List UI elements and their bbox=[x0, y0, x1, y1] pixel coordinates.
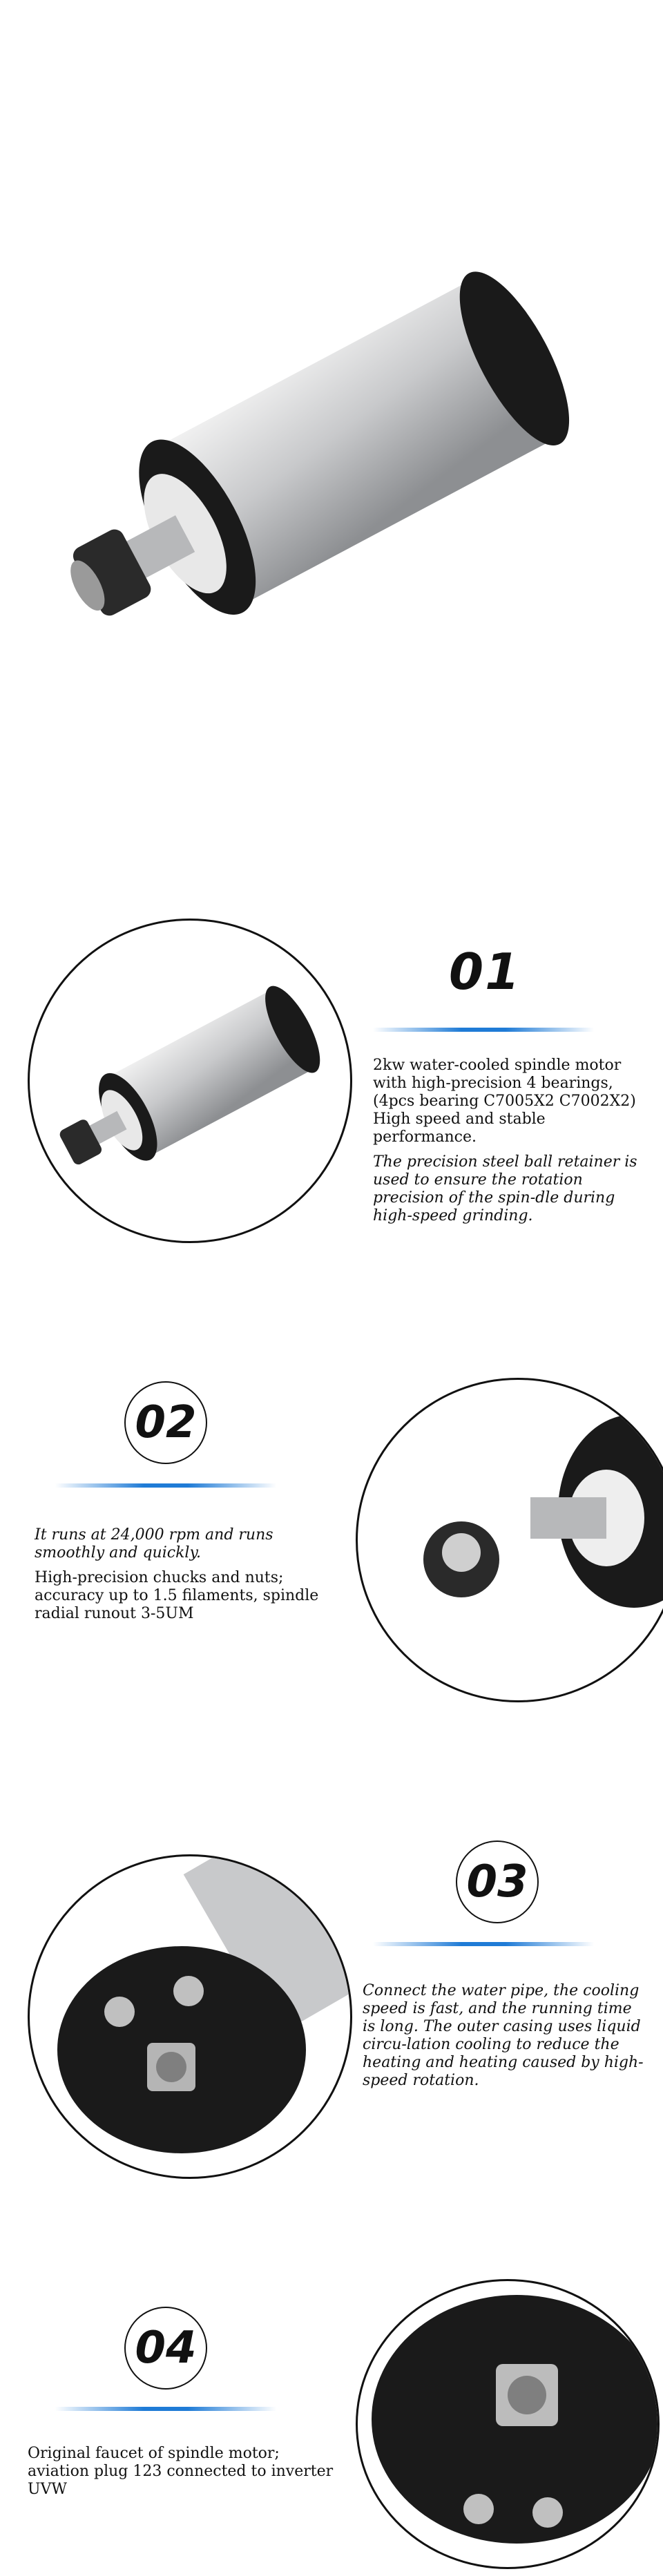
section-01-photo bbox=[28, 919, 352, 1243]
section-04-accent-bar bbox=[55, 2407, 276, 2411]
hero-spindle-image bbox=[28, 262, 635, 649]
section-03-photo bbox=[28, 1854, 352, 2179]
section-01-number: 01 bbox=[449, 943, 521, 1001]
section-04-number-badge bbox=[124, 2307, 207, 2390]
section-04-paragraph-1: Original faucet of spindle motor; aviation plug 123 connected to inverter UVW bbox=[28, 2445, 334, 2498]
spindle-rear-connectors-view bbox=[30, 1856, 352, 2179]
chuck-and-nut-view bbox=[358, 1380, 663, 1702]
section-03-number-badge bbox=[456, 1840, 539, 1923]
section-03-accent-bar bbox=[373, 1942, 594, 1946]
section-03-paragraph-1: Connect the water pipe, the cooling speed is fast, and the running time is long. The outer casing uses liquid circu-lation cooling to reduce the heating and heating caused by high-speed rotation. bbox=[363, 1982, 644, 2089]
section-01-text bbox=[373, 1057, 646, 1232]
section-03-text bbox=[363, 1982, 646, 2097]
section-01-accent-bar bbox=[373, 1028, 594, 1032]
section-04-photo bbox=[356, 2279, 660, 2569]
section-02-accent-bar bbox=[55, 1483, 276, 1488]
section-04-text bbox=[28, 2445, 338, 2506]
section-02-text bbox=[35, 1526, 332, 1630]
section-04-number: 04 bbox=[135, 2323, 197, 2374]
section-02-paragraph-1: It runs at 24,000 rpm and runs smoothly and quickly. bbox=[35, 1526, 273, 1561]
spindle-side-view bbox=[30, 921, 352, 1243]
section-02-photo bbox=[356, 1378, 663, 1702]
section-02-number: 02 bbox=[135, 1397, 197, 1448]
section-01-paragraph-2: The precision steel ball retainer is used to ensure the rotation precision of the spin-dle during high-speed grinding. bbox=[373, 1153, 637, 1224]
section-02-paragraph-2: High-precision chucks and nuts; accuracy up to 1.5 filaments, spindle radial runout 3-5UM bbox=[35, 1569, 319, 1622]
aviation-plug-and-faucet-view bbox=[358, 2281, 660, 2569]
section-03-number: 03 bbox=[466, 1856, 528, 1907]
section-02-number-badge bbox=[124, 1381, 207, 1464]
section-01-paragraph-1: 2kw water-cooled spindle motor with high-precision 4 bearings,(4pcs bearing C7005X2 C7002X2) High speed and stable performance. bbox=[373, 1057, 636, 1146]
